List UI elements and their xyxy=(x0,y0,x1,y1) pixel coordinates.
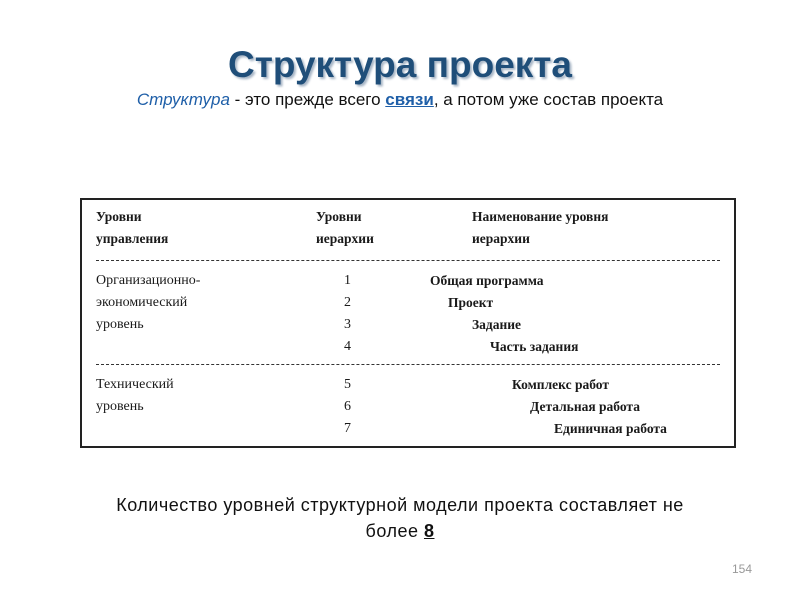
level-number: 3 xyxy=(344,317,351,332)
level-name: Единичная работа xyxy=(554,421,667,436)
header-text: Наименование уровня xyxy=(472,209,609,224)
label-line: экономический xyxy=(96,295,188,310)
group2-numbers xyxy=(344,374,351,440)
slide-title: Структура проекта xyxy=(228,44,572,85)
subtitle-term: Структура xyxy=(136,90,230,109)
label-line: уровень xyxy=(96,317,144,332)
subtitle-keyword: связи xyxy=(385,90,434,109)
level-name: Проект xyxy=(448,295,494,310)
group2-label xyxy=(96,374,174,418)
level-name: Общая программа xyxy=(430,273,544,288)
level-name: Часть задания xyxy=(490,339,579,354)
label-line: Организационно- xyxy=(96,273,201,288)
footer-value: 8 xyxy=(423,521,435,541)
divider-line xyxy=(96,364,720,365)
footer-prefix: более xyxy=(365,521,424,541)
level-name: Детальная работа xyxy=(530,399,640,414)
subtitle-text: - это прежде всего xyxy=(229,90,386,109)
header-text: иерархии xyxy=(316,231,374,246)
level-number: 2 xyxy=(344,295,351,310)
level-number: 4 xyxy=(344,339,351,354)
footer-line xyxy=(0,518,800,544)
level-number: 1 xyxy=(344,273,351,288)
level-number: 7 xyxy=(344,421,351,436)
header-management-levels xyxy=(96,206,168,250)
slide-footer-text xyxy=(0,492,800,544)
page-number: 154 xyxy=(731,562,752,576)
level-name: Задание xyxy=(472,317,522,332)
header-text: Уровни xyxy=(96,209,142,224)
group1-label xyxy=(96,270,200,336)
header-level-name xyxy=(472,206,608,250)
label-line: уровень xyxy=(96,399,144,414)
label-line: Технический xyxy=(96,377,174,392)
divider-line xyxy=(96,260,720,261)
level-name: Комплекс работ xyxy=(512,377,609,392)
level-number: 5 xyxy=(344,377,351,392)
level-number: 6 xyxy=(344,399,351,414)
header-text: Уровни xyxy=(316,209,362,224)
hierarchy-table xyxy=(80,198,736,448)
group1-numbers xyxy=(344,270,351,358)
header-text: иерархии xyxy=(472,231,530,246)
slide-subtitle xyxy=(0,90,800,110)
header-text: управления xyxy=(96,231,169,246)
footer-line: Количество уровней структурной модели проекта составляет не xyxy=(116,495,684,515)
subtitle-text-end: , а потом уже состав проекта xyxy=(433,90,664,109)
header-hierarchy-levels xyxy=(316,206,374,250)
